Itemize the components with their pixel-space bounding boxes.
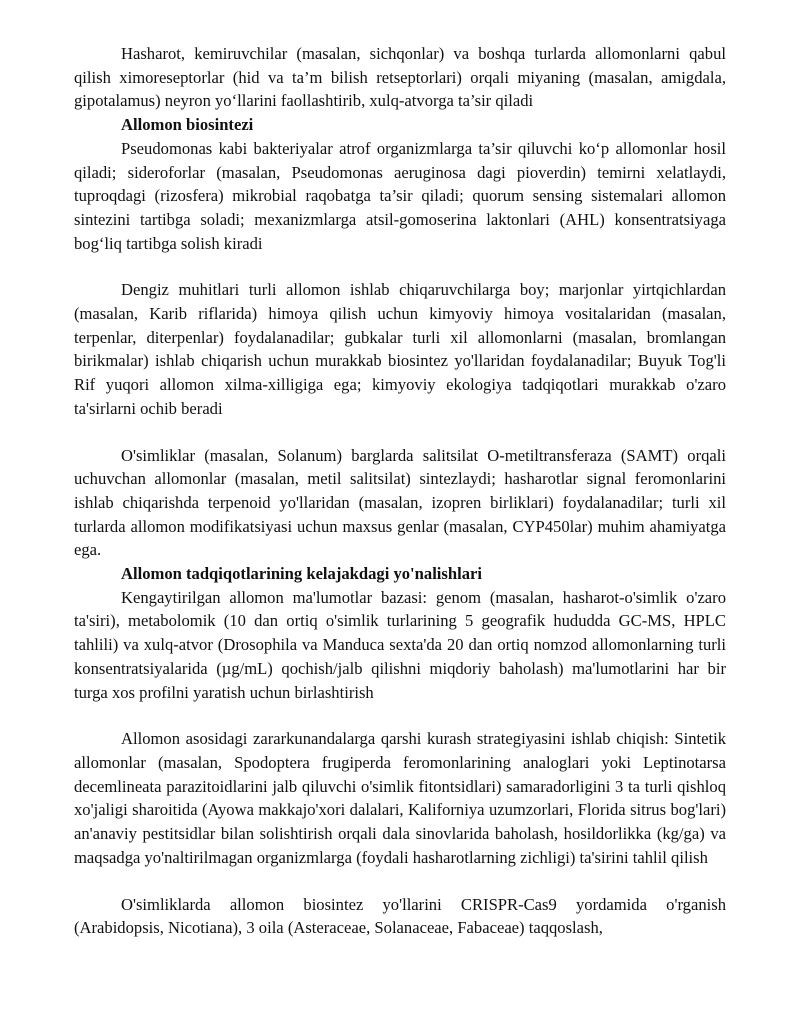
paragraph-marine-environments: Dengiz muhitlari turli allomon ishlab chiqaruvchilarga boy; marjonlar yirtqichlardan (masalan, Karib riflarida) himoya qilish uchun kimyoviy himoya vositalaridan (masalan, terpenlar, diterpenlar) foydalanadilar; gubkalar turli xil allomonlarni (masalan, bromlangan birikmalar) ishlab chiqarish uchun murakkab biosintez yo'llaridan foydalanadilar; Buyuk Tog'li Rif yuqori allomon xilma-xilligiga ega; kimyoviy ekologiya tadqiqotlari murakkab o'zaro ta'sirlarni ochib beradi xyxy=(74,280,726,418)
paragraph-plants-samt: O'simliklar (masalan, Solanum) barglarda salitsilat O-metiltransferaza (SAMT) orqali uchuvchan allomonlar (masalan, metil salitsilat) sintezlaydi; hasharotlar signal feromonlarini ishlab chiqarishda terpenoid yo'llaridan (masalan, izopren birliklari) foydalanadilar; turli xil turlarda allomon modifikatsiyasi uchun maxsus genlar (masalan, CYP450lar) muhim ahamiyatga ega. xyxy=(74,445,726,560)
heading-future-directions: Allomon tadqiqotlarining kelajakdagi yo'nalishlari xyxy=(121,564,482,584)
paragraph-pseudomonas: Pseudomonas kabi bakteriyalar atrof organizmlarga ta’sir qiluvchi ko‘p allomonlar hosil qiladi; sideroforlar (masalan, Pseudomonas aeruginosa dagi pioverdin) temirni xelatlaydi, tuproqdagi (rizosfera) mikrobial raqobatga ta’sir qiladi; quorum sensing sistemalari allomon sintezini tartibga soladi; mexanizmlarga atsil-gomoserina laktonlari (AHL) konsentratsiyaga bog‘liq tartibga solish kiradi xyxy=(74,138,726,253)
paragraph-database: Kengaytirilgan allomon ma'lumotlar bazasi: genom (masalan, hasharot-o'simlik o'zaro ta'siri), metabolomik (10 dan ortiq o'simlik turlarining 5 geografik hududda GC-MS, HPLC tahlili) va xulq-atvor (Drosophila va Manduca sexta'da 20 dan ortiq nomzod allomonlarning turli konsentratsiyalarida (µg/mL) qochish/jalb qilishni miqdoriy baholash) ma'lumotlarini har bir turga xos profilni yaratish uchun birlashtirish xyxy=(74,587,726,702)
paragraph-crispr: O'simliklarda allomon biosintez yo'llarini CRISPR-Cas9 yordamida o'rganish (Arabidopsis, Nicotiana), 3 oila (Asteraceae, Solanaceae, Fabaceae) taqqoslash, xyxy=(74,894,726,938)
document-page xyxy=(74,42,726,940)
paragraph-pest-control: Allomon asosidagi zararkunandalarga qarshi kurash strategiyasini ishlab chiqish: Sintetik allomonlar (masalan, Spodoptera frugiperda feromonlarining analoglari yoki Leptinotarsa decemlineata parazitoidlarini jalb qiluvchi o'simlik fitontsidlari) samaradorligini 3 ta turli qishloq xo'jaligi sharoitida (Ayowa makkajo'xori dalalari, Kaliforniya uzumzorlari, Florida sitrus bog'lari) an'anaviy pestitsidlar bilan solishtirish orqali dala sinovlarida baholash, hosildorlikka (kg/ga) va maqsadga yo'naltirilmagan organizmlarga (foydali hasharotlarning zichligi) ta'sirini tahlil qilish xyxy=(74,729,726,867)
paragraph-chemoreceptors: Hasharot, kemiruvchilar (masalan, sichqonlar) va boshqa turlarda allomonlarni qabul qilish ximoreseptorlar (hid va ta’m bilish retseptorlari) orqali miyaning (masalan, amigdala, gipotalamus) neyron yo‘llarini faollashtirib, xulq-atvorga ta’sir qiladi xyxy=(74,44,726,111)
heading-allomone-biosynthesis: Allomon biosintezi xyxy=(121,115,254,135)
